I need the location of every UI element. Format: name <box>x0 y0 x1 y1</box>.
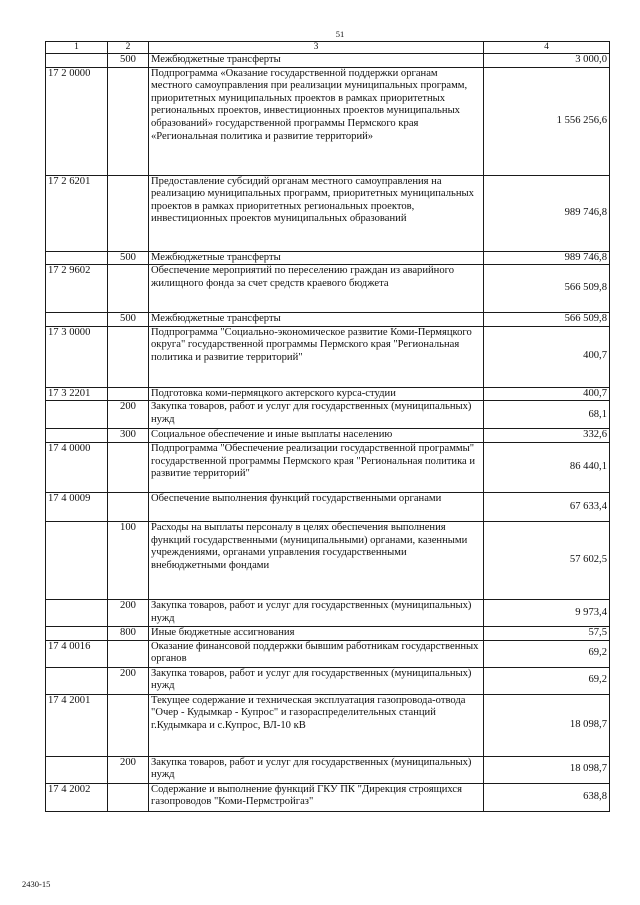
row-amount: 68,1 <box>484 401 610 429</box>
row-kvr <box>108 387 149 401</box>
table-row <box>46 401 610 429</box>
row-amount: 989 746,8 <box>484 251 610 265</box>
row-name: Расходы на выплаты персоналу в целях обеспечения выполнения функций государственными (муниципальными) органами, казенными учреждениями, органами управления государственными внебюджетными фондами <box>149 521 484 599</box>
row-name: Межбюджетные трансферты <box>149 313 484 327</box>
table-row <box>46 667 610 694</box>
row-amount: 989 746,8 <box>484 175 610 251</box>
row-kvr: 200 <box>108 401 149 429</box>
row-kvr: 200 <box>108 667 149 694</box>
row-kvr <box>108 783 149 811</box>
row-kvr: 200 <box>108 756 149 783</box>
row-code: 17 2 6201 <box>46 175 108 251</box>
row-name: Подпрограмма "Социально-экономическое развитие Коми-Пермяцкого округа" государственной программы Пермского края "Региональная политика и развитие территорий" <box>149 326 484 387</box>
row-code: 17 4 0009 <box>46 492 108 521</box>
row-kvr: 500 <box>108 54 149 68</box>
row-code <box>46 521 108 599</box>
table-row <box>46 694 610 756</box>
header-cell: 3 <box>149 42 484 54</box>
row-name: Подпрограмма «Оказание государственной поддержки органам местного самоуправления при реализации муниципальных программ, приоритетных муниципальных проектов в рамках приоритетных региональных проектов, инвестиционных проектов муниципальных образований» государственной программы Пермского края «Региональная политика и развитие территорий» <box>149 67 484 175</box>
row-kvr <box>108 442 149 492</box>
row-name: Текущее содержание и техническая эксплуатация газопровода-отвода "Очер - Кудымкар - Купрос" и газораспределительных станций г.Кудымкара и с.Купрос, ВЛ-10 кВ <box>149 694 484 756</box>
row-kvr <box>108 175 149 251</box>
row-kvr: 500 <box>108 313 149 327</box>
row-name: Обеспечение мероприятий по переселению граждан из аварийного жилищного фонда за счет средств краевого бюджета <box>149 265 484 313</box>
row-code <box>46 756 108 783</box>
row-amount: 400,7 <box>484 326 610 387</box>
row-amount: 18 098,7 <box>484 694 610 756</box>
row-amount: 3 000,0 <box>484 54 610 68</box>
row-code <box>46 313 108 327</box>
table-row <box>46 521 610 599</box>
table-row <box>46 54 610 68</box>
row-code: 17 4 0016 <box>46 640 108 667</box>
row-name: Закупка товаров, работ и услуг для государственных (муниципальных) нужд <box>149 599 484 626</box>
table-row <box>46 251 610 265</box>
row-name: Подготовка коми-пермяцкого актерского курса-студии <box>149 387 484 401</box>
header-cell: 4 <box>484 42 610 54</box>
row-kvr: 500 <box>108 251 149 265</box>
row-amount: 69,2 <box>484 640 610 667</box>
row-name: Межбюджетные трансферты <box>149 54 484 68</box>
document-code: 2430-15 <box>22 879 51 889</box>
header-cell: 1 <box>46 42 108 54</box>
row-amount: 1 556 256,6 <box>484 67 610 175</box>
row-name: Предоставление субсидий органам местного самоуправления на реализацию муниципальных программ, приоритетных муниципальных проектов в рамках приоритетных региональных проектов, инвестиционных проектов муниципальных образований <box>149 175 484 251</box>
row-amount: 332,6 <box>484 429 610 443</box>
row-amount: 57,5 <box>484 626 610 640</box>
row-code <box>46 54 108 68</box>
row-kvr <box>108 265 149 313</box>
row-amount: 69,2 <box>484 667 610 694</box>
page-number: 51 <box>335 29 345 39</box>
row-code <box>46 599 108 626</box>
row-code: 17 2 0000 <box>46 67 108 175</box>
row-amount: 9 973,4 <box>484 599 610 626</box>
row-name: Межбюджетные трансферты <box>149 251 484 265</box>
row-kvr: 100 <box>108 521 149 599</box>
row-code <box>46 251 108 265</box>
row-code <box>46 429 108 443</box>
table-row <box>46 67 610 175</box>
table-row <box>46 429 610 443</box>
row-name: Оказание финансовой поддержки бывшим работникам государственных органов <box>149 640 484 667</box>
row-code: 17 4 2002 <box>46 783 108 811</box>
table-row <box>46 265 610 313</box>
row-amount: 566 509,8 <box>484 313 610 327</box>
row-amount: 400,7 <box>484 387 610 401</box>
table-row <box>46 626 610 640</box>
row-kvr <box>108 640 149 667</box>
table-row <box>46 492 610 521</box>
row-code <box>46 401 108 429</box>
row-amount: 18 098,7 <box>484 756 610 783</box>
row-amount: 566 509,8 <box>484 265 610 313</box>
row-code: 17 4 0000 <box>46 442 108 492</box>
row-name: Подпрограмма "Обеспечение реализации государственной программы" государственной программы Пермского края "Региональная политика и развитие территорий" <box>149 442 484 492</box>
row-code: 17 4 2001 <box>46 694 108 756</box>
table-row <box>46 442 610 492</box>
table-row <box>46 640 610 667</box>
row-name: Содержание и выполнение функций ГКУ ПК "Дирекция строящихся газопроводов "Коми-Пермстройгаз" <box>149 783 484 811</box>
row-code: 17 3 2201 <box>46 387 108 401</box>
row-amount: 57 602,5 <box>484 521 610 599</box>
row-amount: 638,8 <box>484 783 610 811</box>
table-row <box>46 756 610 783</box>
row-name: Социальное обеспечение и иные выплаты населению <box>149 429 484 443</box>
row-name: Иные бюджетные ассигнования <box>149 626 484 640</box>
row-name: Закупка товаров, работ и услуг для государственных (муниципальных) нужд <box>149 401 484 429</box>
row-name: Закупка товаров, работ и услуг для государственных (муниципальных) нужд <box>149 756 484 783</box>
table-row <box>46 175 610 251</box>
row-kvr <box>108 492 149 521</box>
row-kvr: 200 <box>108 599 149 626</box>
table-row <box>46 783 610 811</box>
row-code <box>46 626 108 640</box>
table-row <box>46 326 610 387</box>
row-code: 17 3 0000 <box>46 326 108 387</box>
table-row <box>46 387 610 401</box>
row-code: 17 2 9602 <box>46 265 108 313</box>
table-row <box>46 313 610 327</box>
row-kvr: 800 <box>108 626 149 640</box>
row-kvr <box>108 694 149 756</box>
table-row <box>46 599 610 626</box>
row-amount: 67 633,4 <box>484 492 610 521</box>
header-row <box>46 42 610 54</box>
row-kvr <box>108 67 149 175</box>
budget-table <box>45 41 610 812</box>
row-name: Обеспечение выполнения функций государственными органами <box>149 492 484 521</box>
row-amount: 86 440,1 <box>484 442 610 492</box>
row-code <box>46 667 108 694</box>
header-cell: 2 <box>108 42 149 54</box>
row-kvr <box>108 326 149 387</box>
row-kvr: 300 <box>108 429 149 443</box>
row-name: Закупка товаров, работ и услуг для государственных (муниципальных) нужд <box>149 667 484 694</box>
